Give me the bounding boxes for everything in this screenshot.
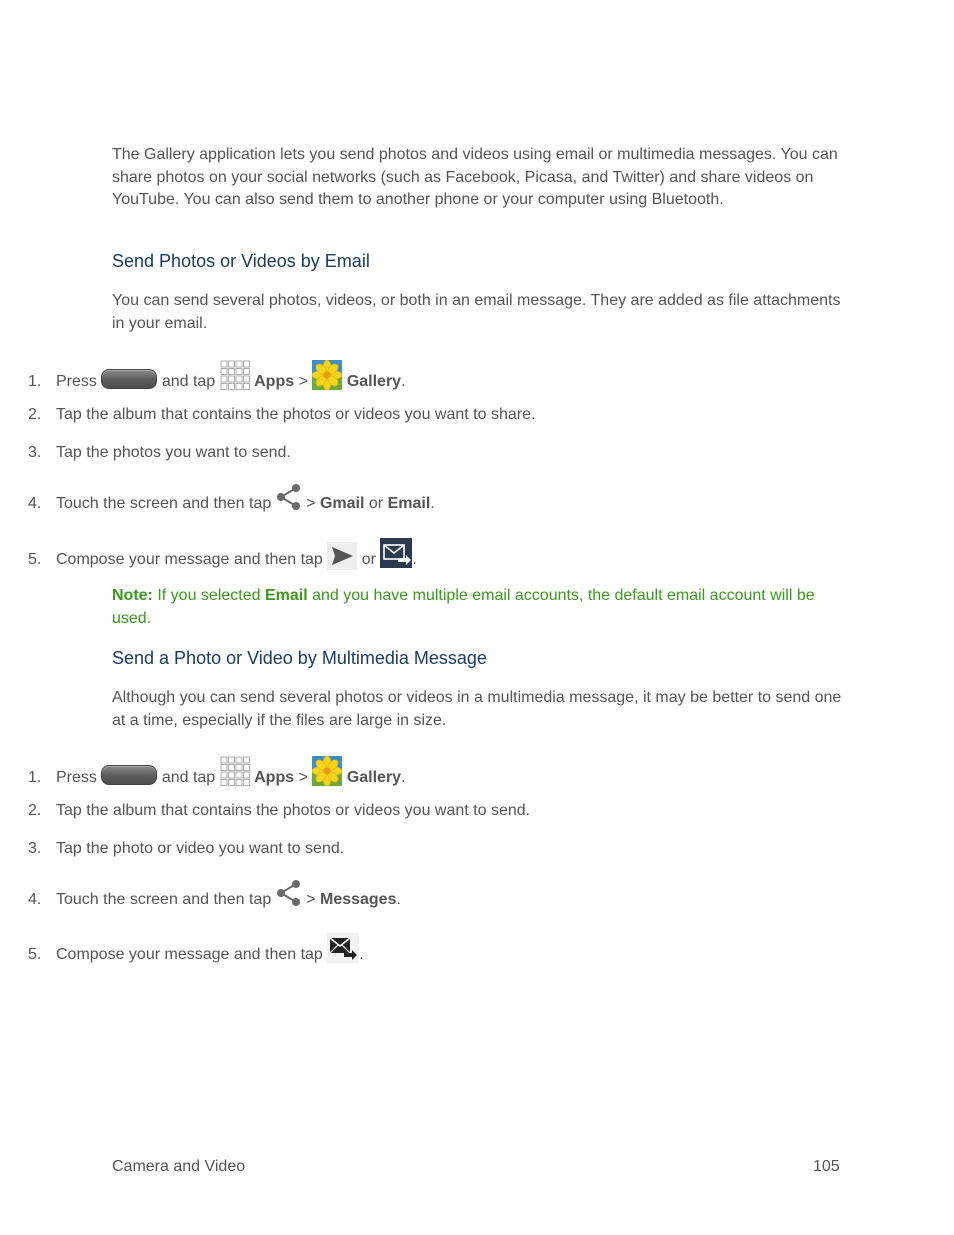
footer-chapter: Camera and Video (112, 1158, 246, 1175)
email-step-2: 2. Tap the album that contains the photos or videos you want to share. (28, 406, 536, 423)
mms-step-2: 2. Tap the album that contains the photos or videos you want to send. (28, 802, 531, 819)
send-mms-icon (327, 933, 359, 963)
apps-grid-icon (220, 756, 250, 786)
mms-step-1: 1. Press and tap Apps > Gallery. (28, 756, 406, 788)
email-note: Note: If you selected Email and you have multiple email accounts, the default email account will be used. (112, 587, 815, 627)
send-arrow-icon (327, 542, 357, 570)
section-heading-mms: Send a Photo or Video by Multimedia Message (112, 648, 487, 668)
section-mms-description: Although you can send several photos or videos in a multimedia message, it may be better to send one at a time, especially if the files are large in size. (112, 689, 842, 729)
email-step-5: 5. Compose your message and then tap or . (28, 538, 417, 570)
mms-step-5: 5. Compose your message and then tap . (28, 933, 364, 965)
gallery-icon (312, 360, 342, 390)
home-button-icon (101, 765, 157, 785)
section-email-description: You can send several photos, videos, or both in an email message. They are added as file attachments in your email. (112, 292, 841, 332)
share-icon (276, 880, 302, 906)
home-button-icon (101, 369, 157, 389)
footer-page-number: 105 (813, 1158, 840, 1175)
section-heading-email: Send Photos or Videos by Email (112, 251, 370, 271)
send-mms-icon (380, 538, 412, 568)
email-step-1: 1. Press and tap Apps > Gallery. (28, 360, 406, 392)
mms-step-4: 4. Touch the screen and then tap > Messages. (28, 880, 401, 910)
email-step-4: 4. Touch the screen and then tap > Gmail or Email. (28, 484, 435, 514)
email-step-3: 3. Tap the photos you want to send. (28, 444, 291, 461)
share-icon (276, 484, 302, 510)
intro-paragraph: The Gallery application lets you send photos and videos using email or multimedia messages. You can share photos on your social networks (such as Facebook, Picasa, and Twitter) and share videos on YouTube. You can also send them to another phone or your computer using Bluetooth. (112, 146, 838, 209)
apps-grid-icon (220, 360, 250, 390)
gallery-icon (312, 756, 342, 786)
mms-step-3: 3. Tap the photo or video you want to send. (28, 840, 345, 857)
